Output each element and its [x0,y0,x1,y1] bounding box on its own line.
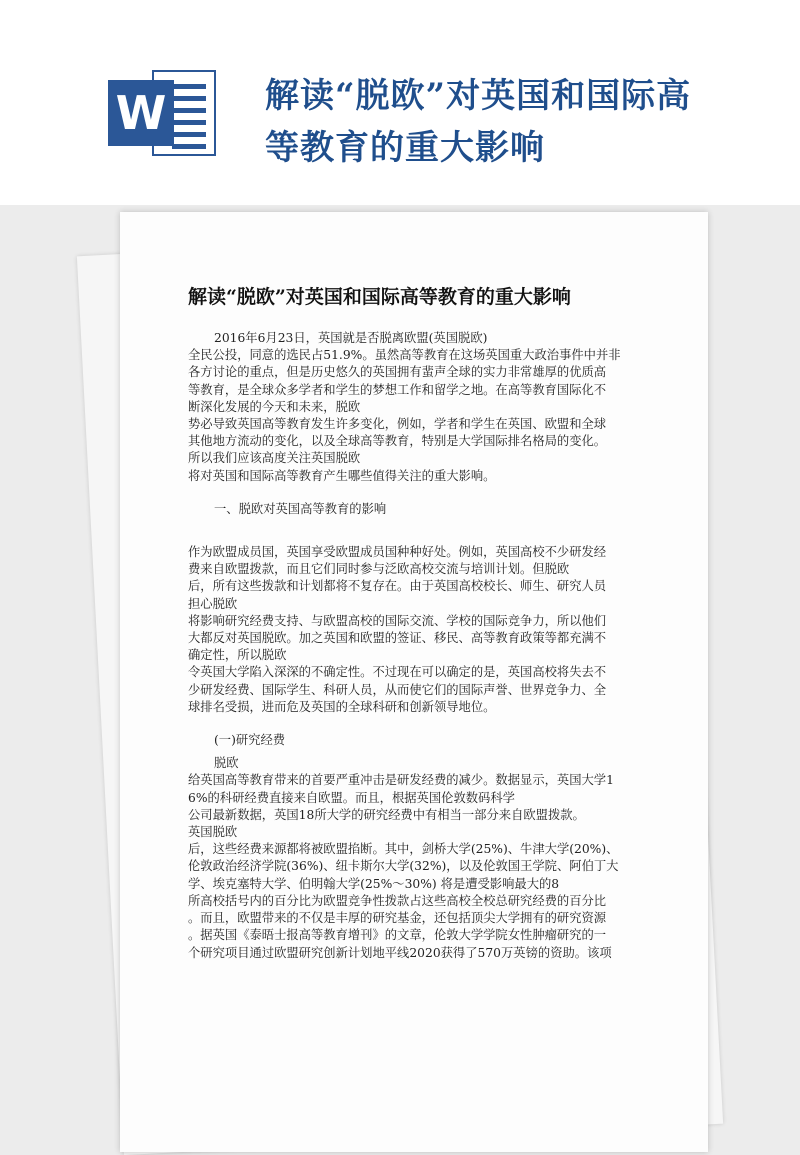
paragraph-line: 全民公投，同意的选民占51.9%。虽然高等教育在这场英国重大政治事件中并非 [188,348,621,363]
paragraph-line: 少研发经费、国际学生、科研人员，从而使它们的国际声誉、世界竞争力、全 [188,682,607,697]
paragraph-line: 确定性，所以脱欧 [188,648,287,663]
paragraph-line: 学、埃克塞特大学、伯明翰大学(25%～30%) 将是遭受影响最大的8 [188,876,560,891]
paragraph-line: 。而且，欧盟带来的不仅是丰厚的研究基金，还包括顶尖大学拥有的研究资源 [188,911,607,926]
paragraph-line: 将对英国和国际高等教育产生哪些值得关注的重大影响。 [188,468,496,483]
document-title: 解读“脱欧”对英国和国际高等教育的重大影响 [188,286,571,308]
paragraph-line: 所以我们应该高度关注英国脱欧 [188,451,361,466]
paragraph-line: 6%的科研经费直接来自欧盟。而且，根据英国伦敦数码科学 [188,790,515,805]
paragraph-line: 给英国高等教育带来的首要严重冲击是研发经费的减少。数据显示，英国大学1 [188,773,614,788]
paragraph-line: 各方讨论的重点，但是历史悠久的英国拥有蜚声全球的实力非常雄厚的优质高 [188,365,607,380]
paragraph-line: 其他地方流动的变化，以及全球高等教育，特别是大学国际排名格局的变化。 [188,434,607,449]
paragraph-line: 所高校括号内的百分比为欧盟竞争性拨款占这些高校全校总研究经费的百分比 [188,893,607,908]
paragraph-line: 费来自欧盟拨款，而且它们同时参与泛欧高校交流与培训计划。但脱欧 [188,562,570,577]
section-heading: 一、脱欧对英国高等教育的影响 [214,501,387,516]
paragraph-line: 后，这些经费来源都将被欧盟掐断。其中，剑桥大学(25%)、牛津大学(20%)、 [188,842,619,857]
paragraph-line: 个研究项目通过欧盟研究创新计划地平线2020获得了570万英镑的资助。该项 [188,945,612,960]
paragraph-line: 。据英国《泰晤士报高等教育增刊》的文章，伦敦大学学院女性肿瘤研究的一 [188,928,607,943]
paragraph-line: 将影响研究经费支持、与欧盟高校的国际交流、学校的国际竞争力，所以他们 [188,613,607,628]
paragraph-line: 担心脱欧 [188,596,238,611]
paragraph-line: 势必导致英国高等教育发生许多变化，例如，学者和学生在英国、欧盟和全球 [188,417,607,432]
word-logo-letter: W [108,80,174,146]
paragraph-line: 大都反对英国脱欧。加之英国和欧盟的签证、移民、高等教育政策等都充满不 [188,631,607,646]
page-header [0,0,800,205]
paragraph-line: 作为欧盟成员国，英国享受欧盟成员国种种好处。例如，英国高校不少研发经 [188,545,607,560]
paragraph-line: 断深化发展的今天和未来，脱欧 [188,399,361,414]
paragraph-line: 2016年6月23日，英国就是否脱离欧盟(英国脱欧) [214,331,488,345]
paragraph-line: 公司最新数据，英国18所大学的研究经费中有相当一部分来自欧盟拨款。 [188,807,585,822]
document-page [120,212,708,1152]
word-document-icon [108,70,216,156]
paragraph-line: 英国脱欧 [188,825,238,840]
paragraph-line: 脱欧 [214,756,239,771]
header-title: 解读“脱欧”对英国和国际高等教育的重大影响 [265,76,692,168]
paragraph-line: 伦敦政治经济学院(36%)、纽卡斯尔大学(32%)，以及伦敦国王学院、阿伯丁大 [188,859,619,874]
subsection-heading: (一)研究经费 [214,733,286,748]
paragraph-line: 球排名受损，进而危及英国的全球科研和创新领导地位。 [188,699,496,714]
paragraph-line: 令英国大学陷入深深的不确定性。不过现在可以确定的是，英国高校将失去不 [188,665,607,680]
paragraph-line: 等教育，是全球众多学者和学生的梦想工作和留学之地。在高等教育国际化不 [188,382,607,397]
paragraph-line: 后，所有这些拨款和计划都将不复存在。由于英国高校校长、师生、研究人员 [188,579,607,594]
document-body [188,330,700,962]
